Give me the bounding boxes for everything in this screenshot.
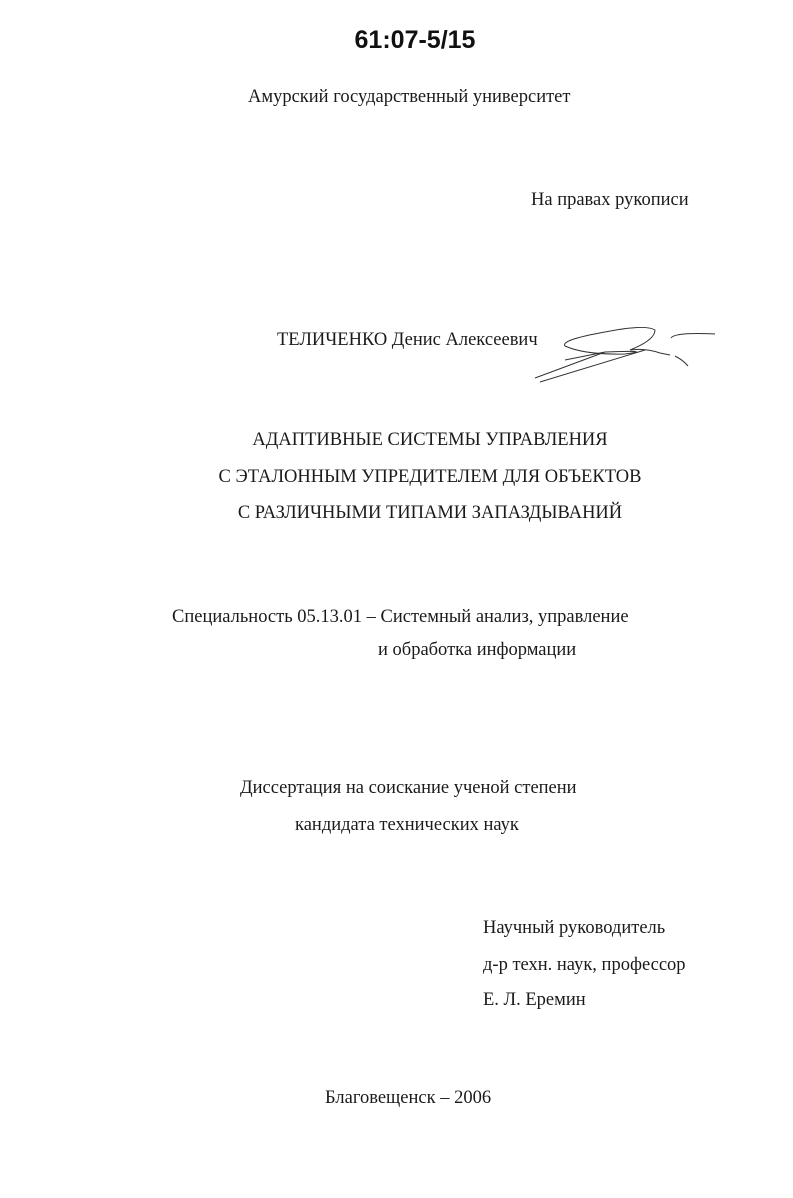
supervisor-name: Е. Л. Еремин [483, 990, 586, 1010]
supervisor-label: Научный руководитель [483, 918, 666, 938]
thesis-title-line-3: С РАЗЛИЧНЫМИ ТИПАМИ ЗАПАЗДЫВАНИЙ [237, 503, 623, 523]
author-name: ТЕЛИЧЕНКО Денис Алексеевич [277, 330, 538, 350]
thesis-title-line-2: С ЭТАЛОННЫМ УПРЕДИТЕЛЕМ ДЛЯ ОБЪЕКТОВ [218, 467, 642, 487]
archive-code: 61:07-5/15 [354, 26, 476, 54]
university-name: Амурский государственный университет [248, 87, 571, 107]
degree-line-2: кандидата технических наук [295, 815, 519, 835]
degree-line-1: Диссертация на соискание ученой степени [240, 778, 577, 798]
manuscript-note: На правах рукописи [531, 190, 689, 210]
supervisor-title: д-р техн. наук, профессор [483, 955, 686, 975]
author-signature [525, 320, 725, 390]
place-year: Благовещенск – 2006 [325, 1088, 492, 1108]
specialty-line-1: Специальность 05.13.01 – Системный анализ, управление [172, 607, 629, 627]
thesis-title-line-1: АДАПТИВНЫЕ СИСТЕМЫ УПРАВЛЕНИЯ [252, 430, 608, 450]
specialty-line-2: и обработка информации [378, 640, 577, 660]
